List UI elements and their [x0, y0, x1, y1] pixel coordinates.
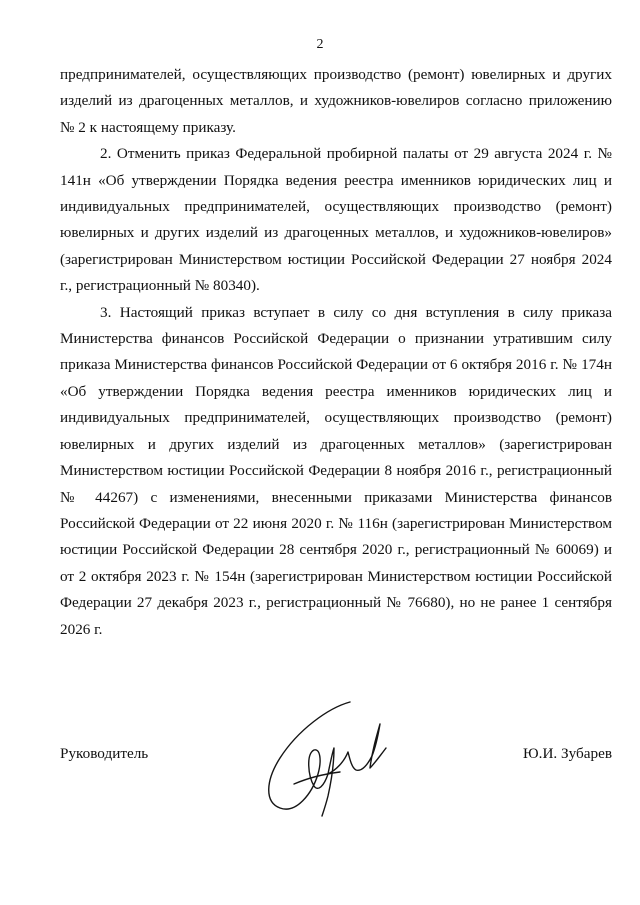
paragraph-item-2: 2. Отменить приказ Федеральной пробирной палаты от 29 августа 2024 г. № 141н «Об утверждении Порядка ведения реестра именников юридических лиц и индивидуальных предпринимателей, осуществляющих производство (ремонт) ювелирных и других изделий из драгоценных металлов, и художников-ювелиров» (зарегистрирован Министерством юстиции Российской Федерации 27 ноября 2024 г., регистрационный № 80340). — [60, 145, 612, 295]
document-body — [60, 62, 612, 643]
signer-name: Ю.И. Зубарев — [523, 745, 612, 762]
signer-title: Руководитель — [60, 745, 149, 762]
paragraph-continuation: предпринимателей, осуществляющих производство (ремонт) ювелирных и других изделий из драгоценных металлов, и художников-ювелиров согласно приложению № 2 к настоящему приказу. — [60, 66, 612, 136]
page-number: 2 — [316, 37, 324, 52]
handwritten-signature — [258, 690, 398, 820]
paragraph-item-3: 3. Настоящий приказ вступает в силу со дня вступления в силу приказа Министерства финансов Российской Федерации о признании утратившим силу приказа Министерства финансов Российской Федерации от 6 октября 2016 г. № 174н «Об утверждении Порядка ведения реестра именников юридических лиц и индивидуальных предпринимателей, осуществляющих производство (ремонт) ювелирных и других изделий из драгоценных металлов» (зарегистрирован Министерством юстиции Российской Федерации 8 ноября 2016 г., регистрационный № 44267) с изменениями, внесенными приказами Министерства финансов Российской Федерации от 22 июня 2020 г. № 116н (зарегистрирован Министерством юстиции Российской Федерации 28 сентября 2020 г., регистрационный № 60069) и от 2 октября 2023 г. № 154н (зарегистрирован Министерством юстиции Российской Федерации 27 декабря 2023 г., регистрационный № 76680), но не ранее 1 сентября 2026 г. — [60, 303, 612, 638]
